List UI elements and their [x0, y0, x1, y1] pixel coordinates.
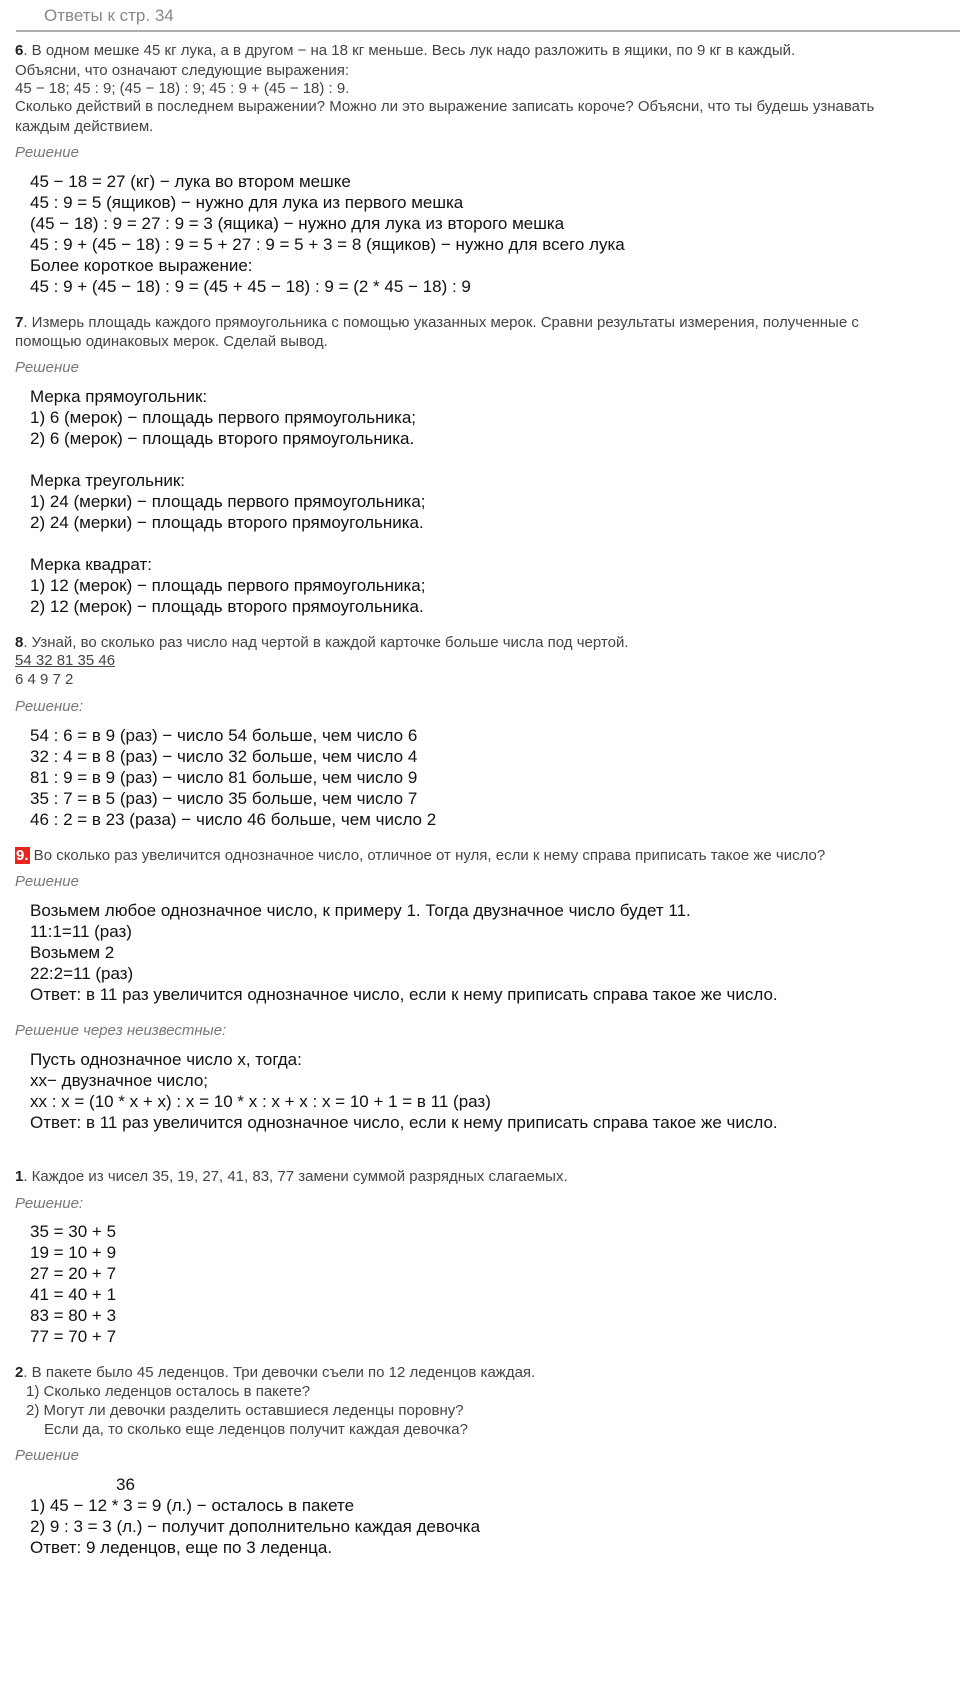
solution-line: Ответ: в 11 раз увеличится однозначное число, если к нему приписать справа такое же число. [30, 1113, 778, 1132]
solution-line: 83 = 80 + 3 [30, 1306, 117, 1325]
solution-line: Мерка квадрат: [30, 555, 152, 574]
solution-line: Мерка треугольник: [30, 471, 185, 490]
task-6-question: 6. В одном мешке 45 кг лука, а в другом − на 18 кг меньше. Весь лук надо разложить в ящики, по 9 кг в каждый. [15, 42, 796, 59]
solution-label: Решение: [15, 1195, 84, 1212]
task-6-question-line: каждым действием. [15, 118, 154, 135]
solution-line: 81 : 9 = в 9 (раз) − число 81 больше, чем число 9 [30, 768, 418, 787]
solution-line: 27 = 20 + 7 [30, 1264, 117, 1283]
cards-bottom-numbers: 6 4 9 7 2 [15, 671, 74, 688]
task-9-question: 9. Во сколько раз увеличится однозначное число, отличное от нуля, если к нему справа приписать такое же число? [16, 847, 826, 864]
solution-unknowns-label: Решение через неизвестные: [15, 1022, 227, 1039]
solution-line: 45 : 9 = 5 (ящиков) − нужно для лука из первого мешка [30, 193, 464, 212]
solution-line: 22:2=11 (раз) [30, 964, 134, 983]
task-number: 1 [15, 1168, 24, 1185]
solution-line: Более короткое выражение: [30, 256, 253, 275]
intermediate-result: 36 [116, 1475, 135, 1494]
task-number: 2 [15, 1364, 24, 1381]
task-number-highlight: 9. [16, 847, 29, 864]
solution-line: 35 = 30 + 5 [30, 1222, 117, 1241]
solution-label: Решение [15, 144, 79, 161]
solution-line: 2) 9 : 3 = 3 (л.) − получит дополнительно каждая девочка [30, 1517, 481, 1536]
task-2-question: 2. В пакете было 45 леденцов. Три девочки съели по 12 леденцов каждая. [15, 1364, 536, 1381]
task-7-question-line: помощью одинаковых мерок. Сделай вывод. [15, 333, 328, 350]
task-1-question: 1. Каждое из чисел 35, 19, 27, 41, 83, 77 замени суммой разрядных слагаемых. [15, 1168, 568, 1185]
solution-line: 2) 12 (мерок) − площадь второго прямоугольника. [30, 597, 424, 616]
solution-line: 45 : 9 + (45 − 18) : 9 = 5 + 27 : 9 = 5 + 3 = 8 (ящиков) − нужно для всего лука [30, 235, 625, 254]
task-6-question-line: Сколько действий в последнем выражении? Можно ли это выражение записать короче? Объясни, что ты будешь узнавать [15, 98, 875, 115]
solution-label: Решение [15, 1447, 79, 1464]
solution-line: Ответ: в 11 раз увеличится однозначное число, если к нему приписать справа такое же число. [30, 985, 778, 1004]
solution-line: 1) 12 (мерок) − площадь первого прямоугольника; [30, 576, 426, 595]
solution-line: Ответ: 9 леденцов, еще по 3 леденца. [30, 1538, 333, 1557]
solution-line: 77 = 70 + 7 [30, 1327, 117, 1346]
task-8-question: 8. Узнай, во сколько раз число над чертой в каждой карточке больше числа под чертой. [15, 634, 629, 651]
solution-label: Решение: [15, 698, 84, 715]
solution-line: 2) 6 (мерок) − площадь второго прямоугольника. [30, 429, 415, 448]
solution-line: 32 : 4 = в 8 (раз) − число 32 больше, чем число 4 [30, 747, 418, 766]
task-number: 8 [15, 634, 24, 651]
task-2-subquestion: 1) Сколько леденцов осталось в пакете? [26, 1383, 311, 1400]
cards-top-numbers: 54 32 81 35 46 [15, 652, 116, 669]
solution-line: Возьмем любое однозначное число, к примеру 1. Тогда двузначное число будет 11. [30, 901, 691, 920]
solution-line: хх : х = (10 * х + х) : х = 10 * х : х + х : х = 10 + 1 = в 11 (раз) [30, 1092, 491, 1111]
solution-line: 46 : 2 = в 23 (раза) − число 46 больше, чем число 2 [30, 810, 437, 829]
task-2-subquestion: 2) Могут ли девочки разделить оставшиеся леденцы поровну? [26, 1402, 464, 1419]
solution-line: 45 − 18 = 27 (кг) − лука во втором мешке [30, 172, 351, 191]
page-header [16, 0, 960, 32]
solution-line: 41 = 40 + 1 [30, 1285, 117, 1304]
solution-line: 54 : 6 = в 9 (раз) − число 54 больше, чем число 6 [30, 726, 418, 745]
solution-line: 45 : 9 + (45 − 18) : 9 = (45 + 45 − 18) : 9 = (2 * 45 − 18) : 9 [30, 277, 471, 296]
solution-line: Пусть однозначное число х, тогда: [30, 1050, 302, 1069]
solution-line: 2) 24 (мерки) − площадь второго прямоугольника. [30, 513, 424, 532]
solution-line: 1) 6 (мерок) − площадь первого прямоугольника; [30, 408, 417, 427]
solution-line: хх− двузначное число; [30, 1071, 209, 1090]
task-7-question: 7. Измерь площадь каждого прямоугольника с помощью указанных мерок. Сравни результаты измерения, полученные с [15, 314, 859, 331]
solution-line: 1) 45 − 12 * 3 = 9 (л.) − осталось в пакете [30, 1496, 355, 1515]
task-2-subquestion: Если да, то сколько еще леденцов получит каждая девочка? [44, 1421, 468, 1438]
solution-line: 35 : 7 = в 5 (раз) − число 35 больше, чем число 7 [30, 789, 418, 808]
task-6-question-line: Объясни, что означают следующие выражения: [15, 62, 350, 79]
solution-line: (45 − 18) : 9 = 27 : 9 = 3 (ящика) − нужно для лука из второго мешка [30, 214, 565, 233]
solution-line: 1) 24 (мерки) − площадь первого прямоугольника; [30, 492, 426, 511]
solution-line: 11:1=11 (раз) [30, 922, 132, 941]
solution-label: Решение [15, 873, 79, 890]
page-title: Ответы к стр. 34 [44, 6, 174, 25]
task-number: 7 [15, 314, 24, 331]
task-number: 6 [15, 42, 24, 59]
solution-line: Возьмем 2 [30, 943, 115, 962]
solution-line: Мерка прямоугольник: [30, 387, 208, 406]
solution-label: Решение [15, 359, 79, 376]
task-6-expressions: 45 − 18; 45 : 9; (45 − 18) : 9; 45 : 9 + (45 − 18) : 9. [15, 80, 350, 97]
solution-line: 19 = 10 + 9 [30, 1243, 117, 1262]
